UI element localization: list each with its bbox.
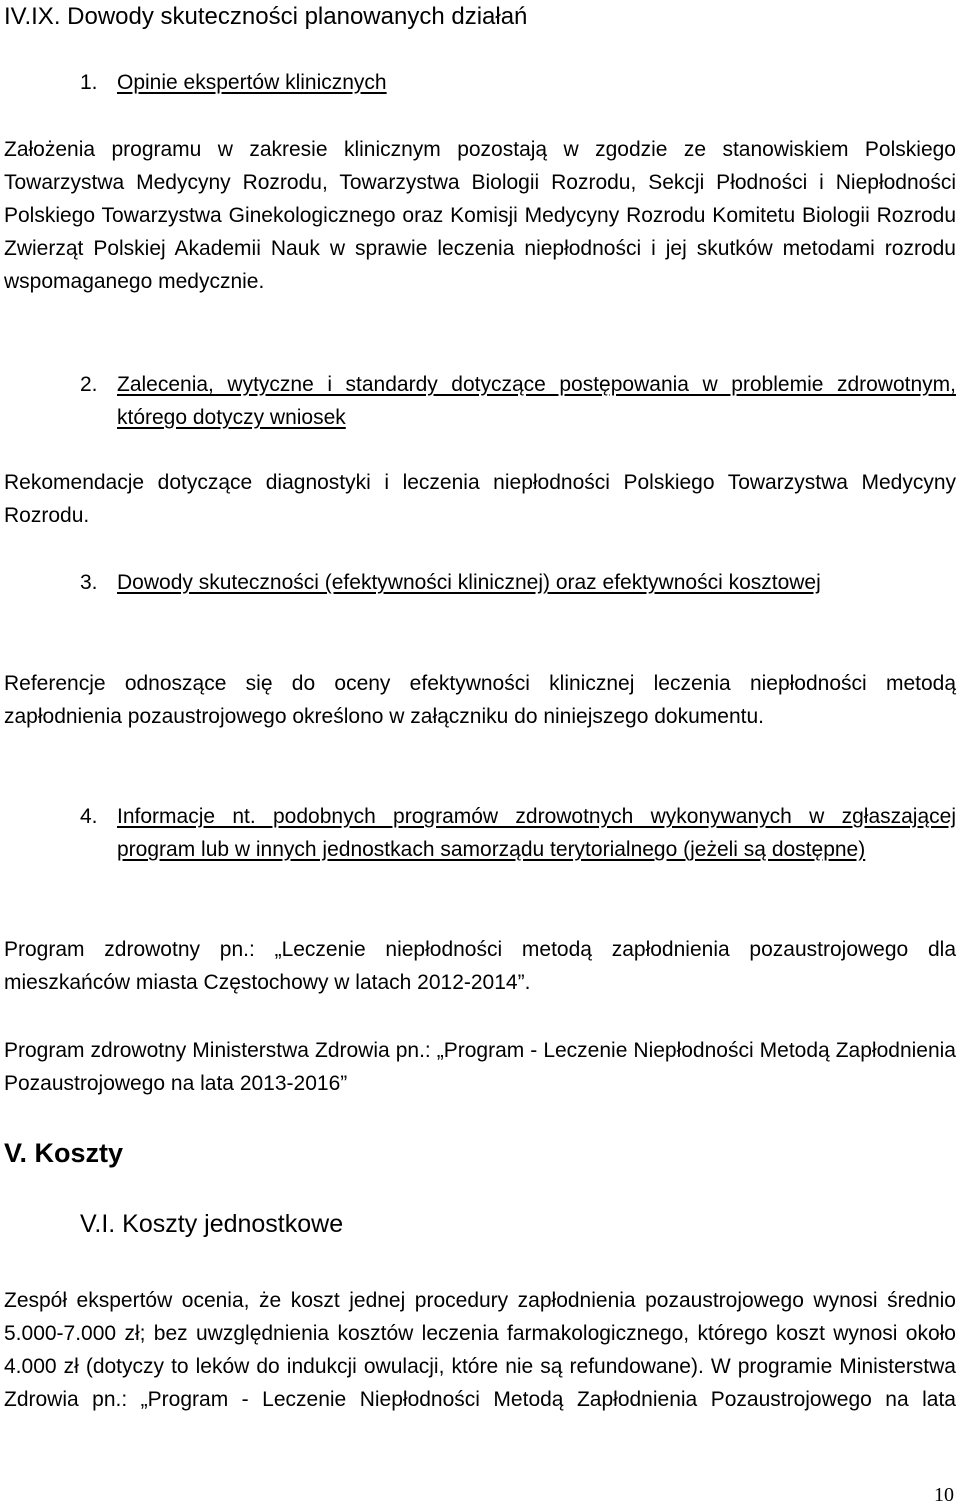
item-2-heading-text: Zalecenia, wytyczne i standardy dotyczące postępowania w problemie zdrowotnym, którego dotyczy wniosek: [117, 373, 956, 429]
item-4-heading-text: Informacje nt. podobnych programów zdrowotnych wykonywanych w zgłaszającej program lub w innych jednostkach samorządu terytorialnego (jeżeli są dostępne): [117, 805, 956, 861]
costs-title: V. Koszty: [4, 1138, 124, 1168]
item-3-number: 3.: [80, 571, 98, 594]
item-4-number: 4.: [80, 805, 98, 828]
item-1-body: Założenia programu w zakresie klinicznym pozostają w zgodzie ze stanowiskiem Polskiego Towarzystwa Medycyny Rozrodu, Towarzystwa Biologii Rozrodu, Sekcji Płodności i Niepłodności Polskiego Towarzystwa Ginekologicznego oraz Komisji Medycyny Rozrodu Komitetu Biologii Rozrodu Zwierząt Polskiej Akademii Nauk w sprawie leczenia niepłodności i jej skutków metodami rozrodu wspomaganego medycznie.: [4, 138, 956, 293]
item-1-heading: [80, 66, 956, 99]
item-2-number: 2.: [80, 373, 98, 396]
item-3-heading-text: Dowody skuteczności (efektywności klinicznej) oraz efektywności kosztowej: [117, 571, 821, 594]
item-3-heading: [80, 566, 956, 599]
item-2-body: Rekomendacje dotyczące diagnostyki i leczenia niepłodności Polskiego Towarzystwa Medycyny Rozrodu.: [4, 471, 956, 527]
item-4-heading: [80, 800, 956, 866]
unit-costs-body: Zespół ekspertów ocenia, że koszt jednej procedury zapłodnienia pozaustrojowego wynosi średnio 5.000-7.000 zł; bez uwzględnienia kosztów leczenia farmakologicznego, którego koszt wynosi około 4.000 zł (dotyczy to leków do indukcji owulacji, które nie są refundowane). W programie Ministerstwa Zdrowia pn.: „Program - Leczenie Niepłodności Metodą Zapłodnienia Pozaustrojowego na lata: [4, 1289, 956, 1411]
item-1-number: 1.: [80, 71, 98, 94]
page-number: 10: [934, 1484, 954, 1506]
item-4-body-1: Program zdrowotny pn.: „Leczenie niepłodności metodą zapłodnienia pozaustrojowego dla mieszkańców miasta Częstochowy w latach 2012-2014”.: [4, 938, 956, 994]
item-2-heading: [80, 368, 956, 434]
item-1-heading-text: Opinie ekspertów klinicznych: [117, 71, 387, 94]
item-4-body-2: Program zdrowotny Ministerstwa Zdrowia pn.: „Program - Leczenie Niepłodności Metodą Zapłodnienia Pozaustrojowego na lata 2013-2016”: [4, 1039, 956, 1095]
unit-costs-title: V.I. Koszty jednostkowe: [80, 1210, 344, 1238]
item-3-body: Referencje odnoszące się do oceny efektywności klinicznej leczenia niepłodności metodą zapłodnienia pozaustrojowego określono w załączniku do niniejszego dokumentu.: [4, 672, 956, 728]
section-title: IV.IX. Dowody skuteczności planowanych działań: [4, 3, 528, 30]
